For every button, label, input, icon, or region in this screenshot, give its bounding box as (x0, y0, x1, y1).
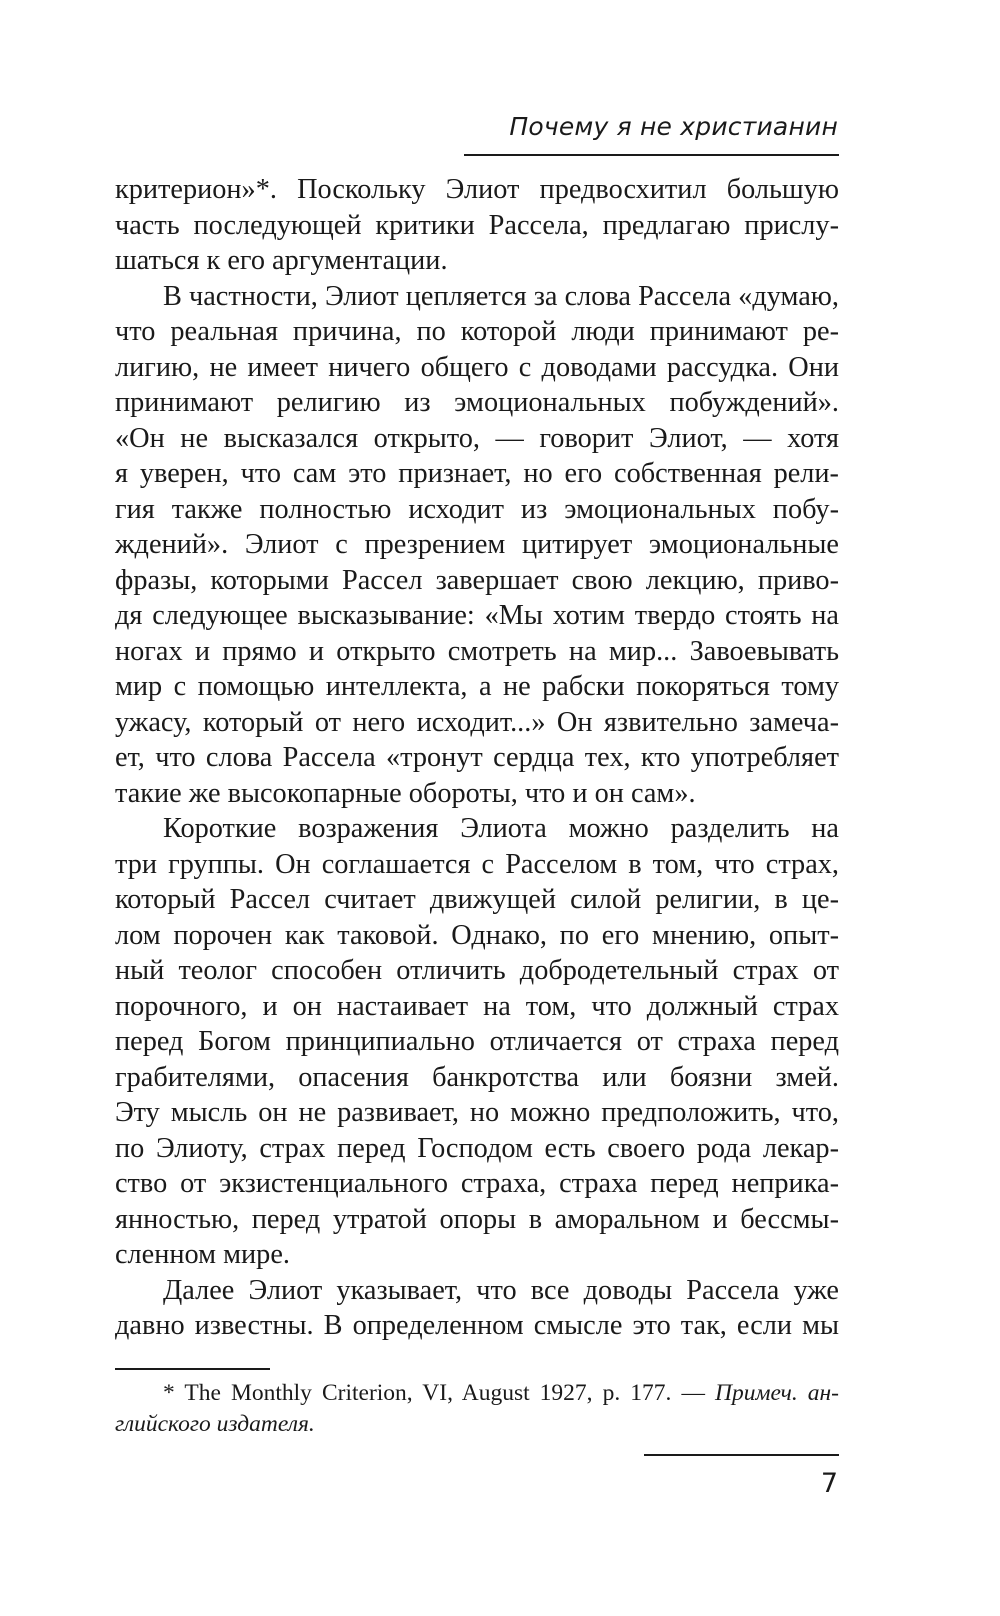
text-line: я уверен, что сам это признает, но его собственная рели- (115, 458, 839, 489)
text-line: Далее Элиот указывает, что все доводы Рассела уже (163, 1274, 839, 1306)
paragraph (115, 172, 839, 279)
text-line: лом порочен как таковой. Однако, по его мнению, опыт- (115, 919, 839, 951)
paragraph (115, 279, 839, 812)
text-line: три группы. Он соглашается с Расселом в том, что страх, (115, 848, 839, 880)
text-line: ство от экзистенциального страха, страха перед неприка- (115, 1168, 839, 1199)
text-line: гия также полностью исходит из эмоциональных побу- (115, 493, 839, 525)
text-line: давно известны. В определенном смысле это так, если мы (115, 1310, 839, 1341)
running-title: Почему я не христианин (509, 112, 838, 141)
text-line: такие же высокопарные обороты, что и он сам». (115, 777, 696, 809)
header-rule (464, 154, 839, 156)
text-line: шаться к его аргументации. (115, 245, 448, 276)
paragraph (115, 1273, 839, 1344)
text-line: порочного, и он настаивает на том, что должный страх (115, 990, 839, 1022)
footnote-note: глийского издателя. (115, 1411, 315, 1437)
text-line: В частности, Элиот цепляется за слова Рассела «думаю, (163, 280, 839, 312)
text-line: по Элиоту, страх перед Господом есть своего рода лекар- (115, 1132, 839, 1164)
text-line: который Рассел считает движущей силой религии, в це- (115, 884, 839, 915)
folio-rule (644, 1454, 839, 1456)
text-line: критерион»*. Поскольку Элиот предвосхитил большую (115, 174, 839, 205)
text-line: ужасу, который от него исходит...» Он язвительно замеча- (115, 706, 839, 738)
text-line: часть последующей критики Рассела, предлагаю прислу- (115, 209, 839, 241)
footnote (115, 1378, 839, 1440)
paragraph (115, 811, 839, 1273)
text-line: ждений». Элиот с презрением цитирует эмоциональные (115, 529, 839, 560)
page-number: 7 (820, 1468, 838, 1499)
text-line: дя следующее высказывание: «Мы хотим твердо стоять на (115, 600, 839, 631)
text-line: фразы, которыми Рассел завершает свою лекцию, приво- (115, 564, 839, 596)
text-line: янностью, перед утратой опоры в аморальном и бессмы- (115, 1203, 839, 1235)
body-text (115, 172, 839, 1344)
text-line: ет, что слова Рассела «тронут сердца тех, кто употребляет (115, 742, 839, 773)
footnote-note: Примеч. ан- (715, 1380, 839, 1406)
text-line: Короткие возражения Элиота можно разделить на (163, 813, 839, 844)
text-line: принимают религию из эмоциональных побуждений». (115, 387, 839, 418)
text-line: Эту мысль он не развивает, но можно предположить, что, (115, 1097, 839, 1128)
text-line: перед Богом принципиально отличается от страха перед (115, 1026, 839, 1057)
footnote-line (115, 1378, 839, 1409)
text-line: «Он не высказался открыто, — говорит Элиот, — хотя (115, 422, 839, 454)
text-line: мир с помощью интеллекта, а не рабски покоряться тому (115, 671, 839, 702)
text-line: лигию, не имеет ничего общего с доводами рассудка. Они (115, 351, 839, 383)
footnote-citation: * The Monthly Criterion, VI, August 1927, p. 177. — (163, 1380, 716, 1406)
text-line: что реальная причина, по которой люди принимают ре- (115, 316, 839, 347)
footnote-rule (115, 1368, 270, 1370)
text-line: грабителями, опасения банкротства или боязни змей. (115, 1061, 839, 1093)
footnote-line (115, 1409, 839, 1440)
text-line: ный теолог способен отличить добродетельный страх от (115, 955, 839, 986)
text-line: сленном мире. (115, 1239, 290, 1270)
text-line: ногах и прямо и открыто смотреть на мир... Завоевывать (115, 635, 839, 667)
